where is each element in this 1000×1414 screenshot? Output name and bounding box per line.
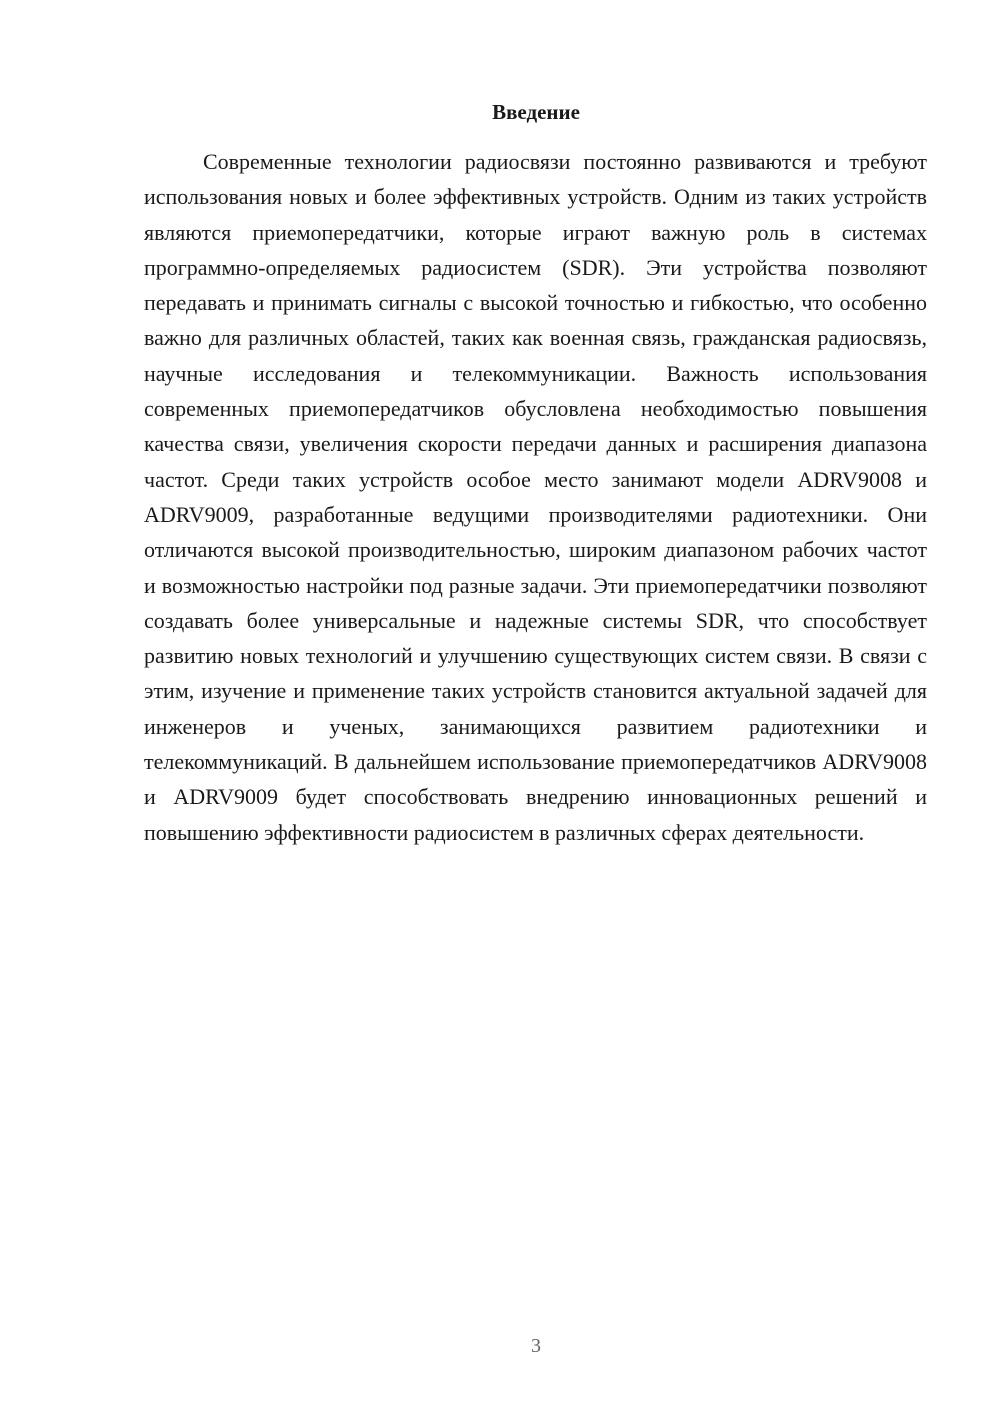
page-number: 3 — [531, 1335, 541, 1357]
body-paragraph: Современные технологии радиосвязи постоянно развиваются и требуют использования новых и более эффективных устройств. Одним из таких устройств являются приемопередатчики, которые играют важную роль в системах программно-определяемых радиосистем (SDR). Эти устройства позволяют передавать и принимать сигналы с высокой точностью и гибкостью, что особенно важно для различных областей, таких как военная связь, гражданская радиосвязь, научные исследования и телекоммуникации. Важность использования современных приемопередатчиков обусловлена необходимостью повышения качества связи, увеличения скорости передачи данных и расширения диапазона частот. Среди таких устройств особое место занимают модели ADRV9008 и ADRV9009, разработанные ведущими производителями радиотехники. Они отличаются высокой производительностью, широким диапазоном рабочих частот и возможностью настройки под разные задачи. Эти приемопередатчики позволяют создавать более универсальные и надежные системы SDR, что способствует развитию новых технологий и улучшению существующих систем связи. В связи с этим, изучение и применение таких устройств становится актуальной задачей для инженеров и ученых, занимающихся развитием радиотехники и телекоммуникаций. В дальнейшем использование приемопередатчиков ADRV9008 и ADRV9009 будет способствовать внедрению инновационных решений и повышению эффективности радиосистем в различных сферах деятельности. — [144, 149, 927, 845]
section-heading: Введение — [492, 100, 580, 124]
